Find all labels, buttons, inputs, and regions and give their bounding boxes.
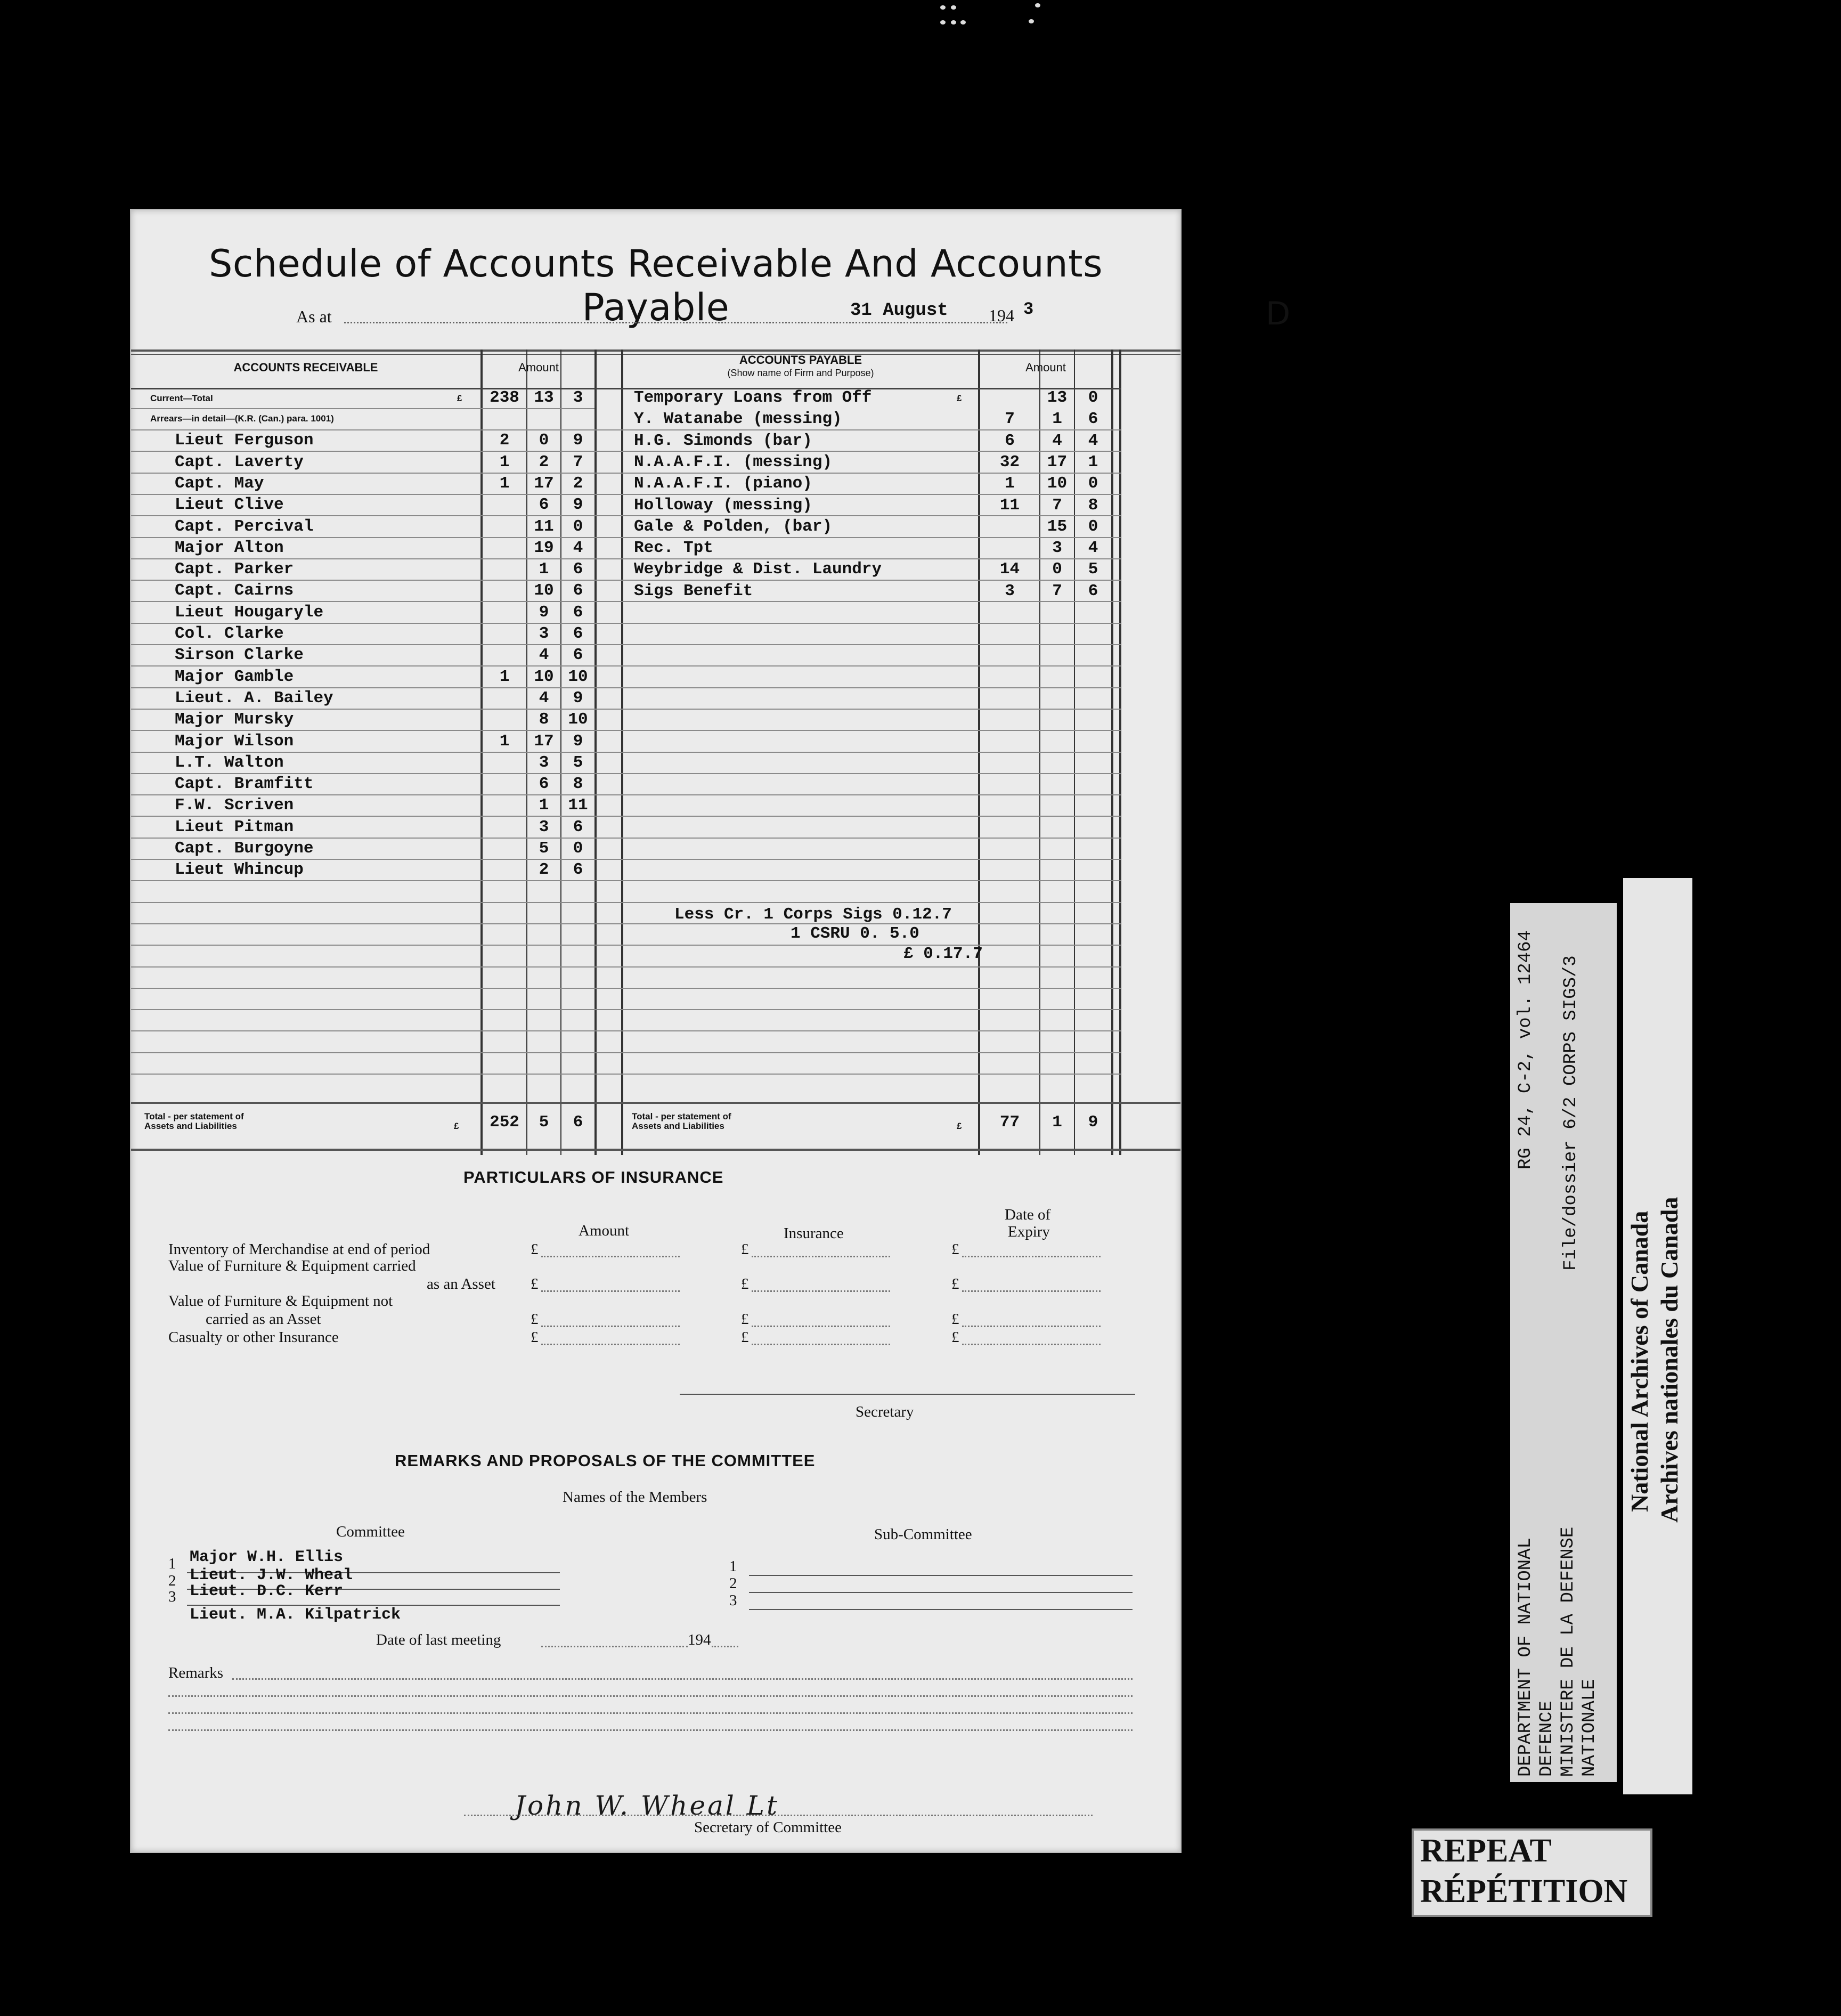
row-rule [131,1074,1121,1075]
payable-name: N.A.A.F.I. (messing) [634,453,833,472]
payable-name: Rec. Tpt [634,539,713,557]
recv-total-label-2: Assets and Liabilities [144,1121,237,1131]
receivable-pence: 9 [573,495,583,514]
row-rule [131,473,1121,474]
recv-total-label-1: Total - per statement of [144,1111,244,1121]
receivable-shillings: 5 [539,839,549,858]
receivable-pence: 7 [573,453,583,472]
payable-name: Weybridge & Dist. Laundry [634,560,882,579]
row-rule [131,923,1121,924]
insurance-pound-sign: £ [741,1241,749,1258]
row-rule [131,816,1121,817]
repeat-stamp [1412,1828,1652,1917]
receivable-shillings: 2 [539,453,549,472]
current-shillings: 13 [534,388,554,407]
remarks-line [168,1729,1133,1731]
payable-pound-sign: £ [957,393,962,403]
receivable-name: Lieut. A. Bailey [175,689,333,708]
payable-header-title: ACCOUNTS PAYABLE [739,353,862,367]
pay-total-label-2: Assets and Liabilities [632,1121,724,1131]
insurance-dotted-line [962,1344,1101,1345]
less-credit-line-2: 1 CSRU 0. 5.0 [791,924,919,943]
as-at-year-prefix: 194 [989,306,1014,325]
archives-canada-label [1623,878,1692,1794]
payable-pounds: 3 [1005,582,1015,600]
payable-pence: 6 [1088,582,1098,600]
subcommittee-label: Sub-Committee [874,1526,972,1543]
subcommittee-number-3: 3 [729,1592,737,1609]
receivable-pence: 5 [573,753,583,772]
subcommittee-line-3 [749,1609,1133,1610]
payable-name: Temporary Loans from Off [634,388,872,407]
payable-pence: 0 [1088,388,1098,407]
payable-shillings: 7 [1052,496,1062,515]
corner-mark: D [1266,295,1291,332]
insurance-pound-sign: £ [951,1329,959,1346]
archive-ref-line-3: DEPARTMENT OF NATIONAL [1516,1538,1536,1777]
last-meeting-label: Date of last meeting [376,1631,501,1648]
pay-total-shillings: 1 [1052,1113,1062,1132]
row-rule [131,880,1121,881]
insurance-col-insurance: Insurance [784,1225,844,1242]
payable-shillings: 17 [1047,453,1068,472]
receivable-pounds: 1 [499,474,510,493]
receivable-pence: 9 [573,431,583,450]
pay-total-pounds: 77 [999,1113,1020,1132]
pay-total-pound: £ [957,1121,962,1131]
form-sheet [130,209,1291,1853]
insurance-pound-sign: £ [951,1311,959,1328]
receivable-pounds: 1 [499,732,510,751]
receivable-pence: 0 [573,839,583,858]
row-rule [131,988,1121,989]
insurance-col-expiry-1: Date of [1005,1206,1051,1223]
row-rule [131,1030,1121,1031]
receivable-pence: 6 [573,818,583,836]
receivable-pence: 2 [573,474,583,493]
last-meeting-year: 194 [688,1631,711,1648]
payable-amount-header: Amount [1025,361,1066,374]
remarks-line [168,1695,1133,1697]
insurance-row-furniture-not-asset-2: carried as an Asset [206,1311,321,1328]
payable-shillings: 1 [1052,410,1062,428]
payable-pence: 0 [1088,474,1098,493]
payable-pence: 6 [1088,410,1098,428]
insurance-dotted-line [541,1344,680,1345]
payable-name: Holloway (messing) [634,496,812,515]
insurance-pound-sign: £ [531,1275,539,1292]
less-credit-line-3: £ 0.17.7 [903,945,983,963]
payable-name: Y. Watanabe (messing) [634,410,842,428]
bottom-rule [131,1149,1180,1151]
as-at-line [296,295,1291,332]
payable-pounds: 6 [1005,432,1015,450]
row-rule [131,451,1121,452]
insurance-row-furniture-not-asset: Value of Furniture & Equipment not [168,1292,393,1310]
totals-rule [131,1102,1180,1104]
insurance-dotted-line [752,1256,890,1257]
pay-total-label-1: Total - per statement of [632,1111,731,1121]
insurance-pound-sign: £ [741,1311,749,1328]
payable-pence: 1 [1088,453,1098,472]
payable-pence: 5 [1088,560,1098,579]
receivable-name: Lieut Clive [175,495,284,514]
remarks-line [232,1678,1133,1680]
receivable-shillings: 4 [539,689,549,708]
secretary-of-committee-label: Secretary of Committee [694,1819,842,1836]
insurance-row-furniture-asset: Value of Furniture & Equipment carried [168,1257,416,1274]
subcommittee-number-1: 1 [729,1558,737,1575]
receivable-shillings: 19 [534,539,554,557]
insurance-row-furniture-asset-2: as an Asset [427,1275,495,1292]
receivable-pence: 9 [573,732,583,751]
insurance-dotted-line [541,1326,680,1327]
recv-total-pound: £ [454,1121,459,1131]
insurance-dotted-line [752,1344,890,1345]
receivable-name: Capt. Bramfitt [175,775,314,793]
archive-ref-line-4: DEFENCE [1537,1701,1557,1777]
receivable-pounds: 2 [499,431,510,450]
receivable-shillings: 2 [539,860,549,879]
receivable-name: Capt. Laverty [175,453,304,472]
receivable-pence: 0 [573,517,583,536]
form-title: Schedule of Accounts Receivable And Accounts Payable [208,242,1103,329]
row-rule [131,665,1121,666]
archives-name-fr: Archives nationales du Canada [1656,1197,1683,1523]
receivable-name: Lieut Ferguson [175,431,314,450]
row-rule [131,1052,1121,1053]
payable-shillings: 15 [1047,517,1068,536]
receivable-shillings: 9 [539,603,549,622]
receivable-shillings: 10 [534,668,554,686]
archive-ref-line-1: RG 24, C-2, vol. 12464 [1516,930,1536,1169]
row-rule [131,408,594,409]
insurance-dotted-line [752,1326,890,1327]
payable-name: N.A.A.F.I. (piano) [634,474,812,493]
payable-pounds: 1 [1005,474,1015,493]
receivable-name: L.T. Walton [175,753,284,772]
row-rule [131,515,1121,516]
payable-pounds: 14 [999,560,1020,579]
payable-pence: 4 [1088,432,1098,450]
insurance-row-casualty: Casualty or other Insurance [168,1329,339,1346]
insurance-pound-sign: £ [531,1329,539,1346]
current-pounds: 238 [490,388,519,407]
committee-member-4: Lieut. M.A. Kilpatrick [190,1606,401,1624]
recv-total-pounds: 252 [490,1113,519,1132]
receivable-pounds: 1 [499,453,510,472]
receivable-shillings: 6 [539,495,549,514]
secretary-line [680,1394,1135,1395]
receivable-shillings: 3 [539,818,549,836]
receivable-pence: 6 [573,560,583,579]
payable-pence: 0 [1088,517,1098,536]
insurance-dotted-line [962,1326,1101,1327]
receivable-shillings: 1 [539,560,549,579]
recv-total-pence: 6 [573,1113,583,1132]
receivable-shillings: 4 [539,646,549,664]
insurance-pound-sign: £ [741,1275,749,1292]
row-rule [131,601,1121,602]
names-members-label: Names of the Members [563,1489,707,1506]
as-at-year-digit: 3 [1023,299,1034,319]
payable-pounds: 32 [999,453,1020,472]
insurance-secretary-label: Secretary [856,1403,914,1420]
receivable-shillings: 0 [539,431,549,450]
current-total-label: Current—Total [150,393,213,403]
archive-reference-label [1510,903,1617,1782]
receivable-pence: 9 [573,689,583,708]
committee-member-3: Lieut. D.C. Kerr [190,1582,344,1600]
as-at-label: As at [296,307,332,326]
receivable-pence: 8 [573,775,583,793]
payable-pence: 4 [1088,539,1098,557]
receivable-pence: 6 [573,603,583,622]
payable-name: H.G. Simonds (bar) [634,432,812,450]
remarks-line [168,1712,1133,1714]
row-rule [131,966,1121,968]
receivable-pence: 6 [573,860,583,879]
receivable-shillings: 6 [539,775,549,793]
repeat-stamp-line-1: REPEAT [1420,1833,1552,1869]
receivable-shillings: 3 [539,624,549,643]
insurance-pound-sign: £ [531,1241,539,1258]
payable-shillings: 4 [1052,432,1062,450]
receivable-header: ACCOUNTS RECEIVABLE [233,361,378,374]
accounts-table [131,349,1180,1154]
as-at-date: 31 August [850,300,948,321]
last-meeting-line [541,1646,688,1647]
arrears-label: Arrears—in detail—(K.R. (Can.) para. 1001) [150,413,334,424]
receivable-name: F.W. Scriven [175,796,294,815]
insurance-heading: PARTICULARS OF INSURANCE [463,1168,724,1186]
insurance-pound-sign: £ [951,1275,959,1292]
receivable-name: Lieut Whincup [175,860,304,879]
insurance-pound-sign: £ [531,1311,539,1328]
receivable-shillings: 11 [534,517,554,536]
receivable-shillings: 17 [534,732,554,751]
receivable-name: Capt. Percival [175,517,314,536]
payable-name: Gale & Polden, (bar) [634,517,833,536]
receivable-pounds: 1 [499,668,510,686]
receivable-pence: 6 [573,646,583,664]
repeat-stamp-line-2: RÉPÉTITION [1420,1873,1628,1909]
receivable-shillings: 17 [534,474,554,493]
insurance-col-expiry-2: Expiry [1008,1223,1050,1240]
receivable-pence: 10 [568,710,588,729]
receivable-shillings: 3 [539,753,549,772]
subcommittee-line-2 [749,1592,1133,1593]
remarks-label: Remarks [168,1664,224,1681]
receivable-name: Major Alton [175,539,284,557]
archives-name-en: National Archives of Canada [1626,1210,1653,1512]
row-rule [131,1009,1121,1010]
receivable-name: Capt. Parker [175,560,294,579]
insurance-pound-sign: £ [951,1241,959,1258]
signature-line [464,1815,1093,1816]
subcommittee-line-1 [749,1575,1133,1576]
committee-member-2: Lieut. J.W. Wheal [190,1566,353,1584]
insurance-dotted-line [752,1290,890,1292]
receivable-shillings: 10 [534,581,554,600]
payable-shillings: 10 [1047,474,1068,493]
receivable-shillings: 8 [539,710,549,729]
current-pound-sign: £ [457,393,462,403]
receivable-shillings: 1 [539,796,549,815]
insurance-row-merchandise: Inventory of Merchandise at end of period [168,1241,430,1258]
pay-total-pence: 9 [1088,1113,1098,1132]
subcommittee-number-2: 2 [729,1575,737,1592]
receivable-name: Major Gamble [175,668,294,686]
receivable-pence: 6 [573,624,583,643]
payable-shillings: 13 [1047,388,1068,407]
receivable-name: Major Mursky [175,710,294,729]
receivable-pence: 4 [573,539,583,557]
payable-pounds: 7 [1005,410,1015,428]
archive-ref-line-5: MINISTERE DE LA DEFENSE [1558,1526,1578,1777]
row-rule [131,730,1121,731]
committee-heading: REMARKS AND PROPOSALS OF THE COMMITTEE [395,1451,816,1470]
receivable-pence: 11 [568,796,588,815]
receivable-name: Lieut Pitman [175,818,294,836]
receivable-name: Lieut Hougaryle [175,603,324,622]
insurance-pound-sign: £ [741,1329,749,1346]
receivable-name: Col. Clarke [175,624,284,643]
archive-ref-line-2: File/dossier 6/2 CORPS SIGS/3 [1561,955,1581,1271]
recv-total-shillings: 5 [539,1113,549,1132]
payable-name: Sigs Benefit [634,582,753,600]
insurance-dotted-line [962,1256,1101,1257]
receivable-amount-header: Amount [518,361,559,374]
less-credit-line-1: Less Cr. 1 Corps Sigs 0.12.7 [674,905,952,924]
payable-header [623,354,978,379]
receivable-name: Capt. Cairns [175,581,294,600]
receivable-pence: 6 [573,581,583,600]
row-rule [131,902,1121,903]
insurance-dotted-line [541,1256,680,1257]
receivable-name: Capt. Burgoyne [175,839,314,858]
payable-shillings: 3 [1052,539,1062,557]
payable-pounds: 11 [999,496,1020,515]
committee-number-1: 1 [168,1555,176,1572]
as-at-dotted-line [344,322,1007,323]
insurance-col-amount: Amount [579,1222,630,1239]
committee-member-1: Major W.H. Ellis [190,1548,344,1566]
last-meeting-year-line [712,1646,738,1647]
current-pence: 3 [573,388,583,407]
payable-shillings: 7 [1052,582,1062,600]
receivable-name: Capt. May [175,474,264,493]
payable-pence: 8 [1088,496,1098,515]
committee-number-2: 2 [168,1572,176,1589]
receivable-pence: 10 [568,668,588,686]
committee-number-3: 3 [168,1588,176,1605]
signature: John W. Wheal Lt [515,1790,780,1821]
scan-specks [935,0,1068,32]
receivable-name: Major Wilson [175,732,294,751]
header-rule [131,388,1121,389]
committee-label: Committee [336,1523,405,1540]
insurance-dotted-line [541,1290,680,1292]
receivable-name: Sirson Clarke [175,646,304,664]
payable-shillings: 0 [1052,560,1062,579]
archive-ref-line-6: NATIONALE [1579,1679,1600,1777]
insurance-dotted-line [962,1290,1101,1292]
payable-header-sub: (Show name of Firm and Purpose) [727,368,874,378]
